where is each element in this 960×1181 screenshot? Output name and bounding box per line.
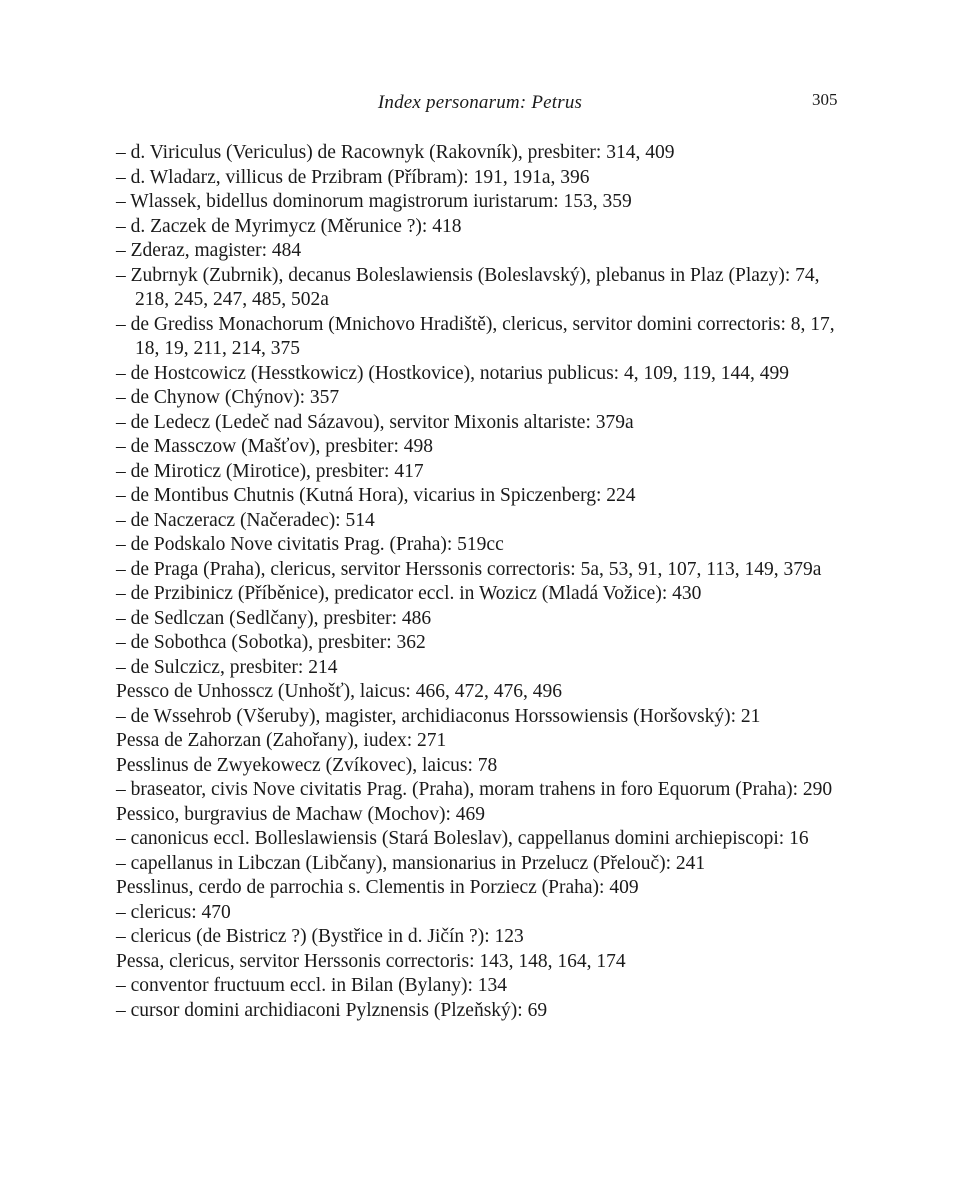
index-entry: – Zubrnyk (Zubrnik), decanus Boleslawiensis (Boleslavský), plebanus in Plaz (Plazy): 74, 218, 245, 247, 485, 502a [116,264,820,310]
index-body [116,141,844,1023]
index-entry: – de Wssehrob (Všeruby), magister, archidiaconus Horssowiensis (Horšovský): 21 [116,705,761,727]
index-entry: – capellanus in Libczan (Libčany), mansionarius in Przelucz (Přelouč): 241 [116,852,706,874]
index-entry: – d. Wladarz, villicus de Przibram (Příbram): 191, 191a, 396 [116,166,590,188]
index-entry: Pessico, burgravius de Machaw (Mochov): 469 [116,803,485,825]
index-entry: Pessa de Zahorzan (Zahořany), iudex: 271 [116,730,447,751]
index-entry: – canonicus eccl. Bolleslawiensis (Stará Boleslav), cappellanus domini archiepiscopi: 16 [116,828,809,849]
index-entry: Pessco de Unhosscz (Unhošť), laicus: 466, 472, 476, 496 [116,681,562,702]
index-entry: – braseator, civis Nove civitatis Prag. (Praha), moram trahens in foro Equorum (Praha): 290 [116,779,833,800]
index-entry: – cursor domini archidiaconi Pylznensis (Plzeňský): 69 [116,999,548,1021]
index-entry: – de Sulczicz, presbiter: 214 [116,656,338,678]
index-entry: – Wlassek, bidellus dominorum magistrorum iuristarum: 153, 359 [116,191,632,212]
index-entry: – de Massczow (Mašťov), presbiter: 498 [116,436,434,457]
index-entry: – conventor fructuum eccl. in Bilan (Bylany): 134 [116,975,507,996]
index-entry: – d. Zaczek de Myrimycz (Měrunice ?): 418 [116,215,462,237]
index-entry: – d. Viriculus (Vericulus) de Racownyk (Rakovník), presbiter: 314, 409 [116,142,675,163]
index-entry: – de Naczeracz (Načeradec): 514 [116,509,375,531]
running-title: Index personarum: Petrus [377,92,583,113]
index-entry: – de Chynow (Chýnov): 357 [116,387,340,408]
index-entry: – de Przibinicz (Příběnice), predicator eccl. in Wozicz (Mladá Vožice): 430 [116,583,702,604]
index-entry: – de Praga (Praha), clericus, servitor Herssonis correctoris: 5a, 53, 91, 107, 113, 149, 379a [116,558,822,580]
index-entry: – de Hostcowicz (Hesstkowicz) (Hostkovice), notarius publicus: 4, 109, 119, 144, 499 [116,362,789,384]
index-entry: – de Grediss Monachorum (Mnichovo Hradiště), clericus, servitor domini correctoris: 8, 17, 18, 19, 211, 214, 375 [116,313,835,359]
index-entry: – Zderaz, magister: 484 [116,240,302,261]
index-entry: – de Miroticz (Mirotice), presbiter: 417 [116,460,424,482]
page-header [0,92,960,120]
index-entry: – de Sedlczan (Sedlčany), presbiter: 486 [116,607,432,629]
index-entry: – de Montibus Chutnis (Kutná Hora), vicarius in Spiczenberg: 224 [116,485,636,506]
index-entry: Pesslinus de Zwyekowecz (Zvíkovec), laicus: 78 [116,754,498,776]
index-entry: Pessa, clericus, servitor Herssonis correctoris: 143, 148, 164, 174 [116,950,626,972]
index-entry: – de Ledecz (Ledeč nad Sázavou), servitor Mixonis altariste: 379a [116,411,634,433]
index-entry: – clericus (de Bistricz ?) (Bystřice in d. Jičín ?): 123 [116,926,524,947]
page-number: 305 [812,90,838,109]
index-entry: – de Sobothca (Sobotka), presbiter: 362 [116,632,426,653]
index-entry: Pesslinus, cerdo de parrochia s. Clementis in Porziecz (Praha): 409 [116,877,639,898]
index-entry: – de Podskalo Nove civitatis Prag. (Praha): 519cc [116,534,504,555]
index-entry: – clericus: 470 [116,901,231,923]
